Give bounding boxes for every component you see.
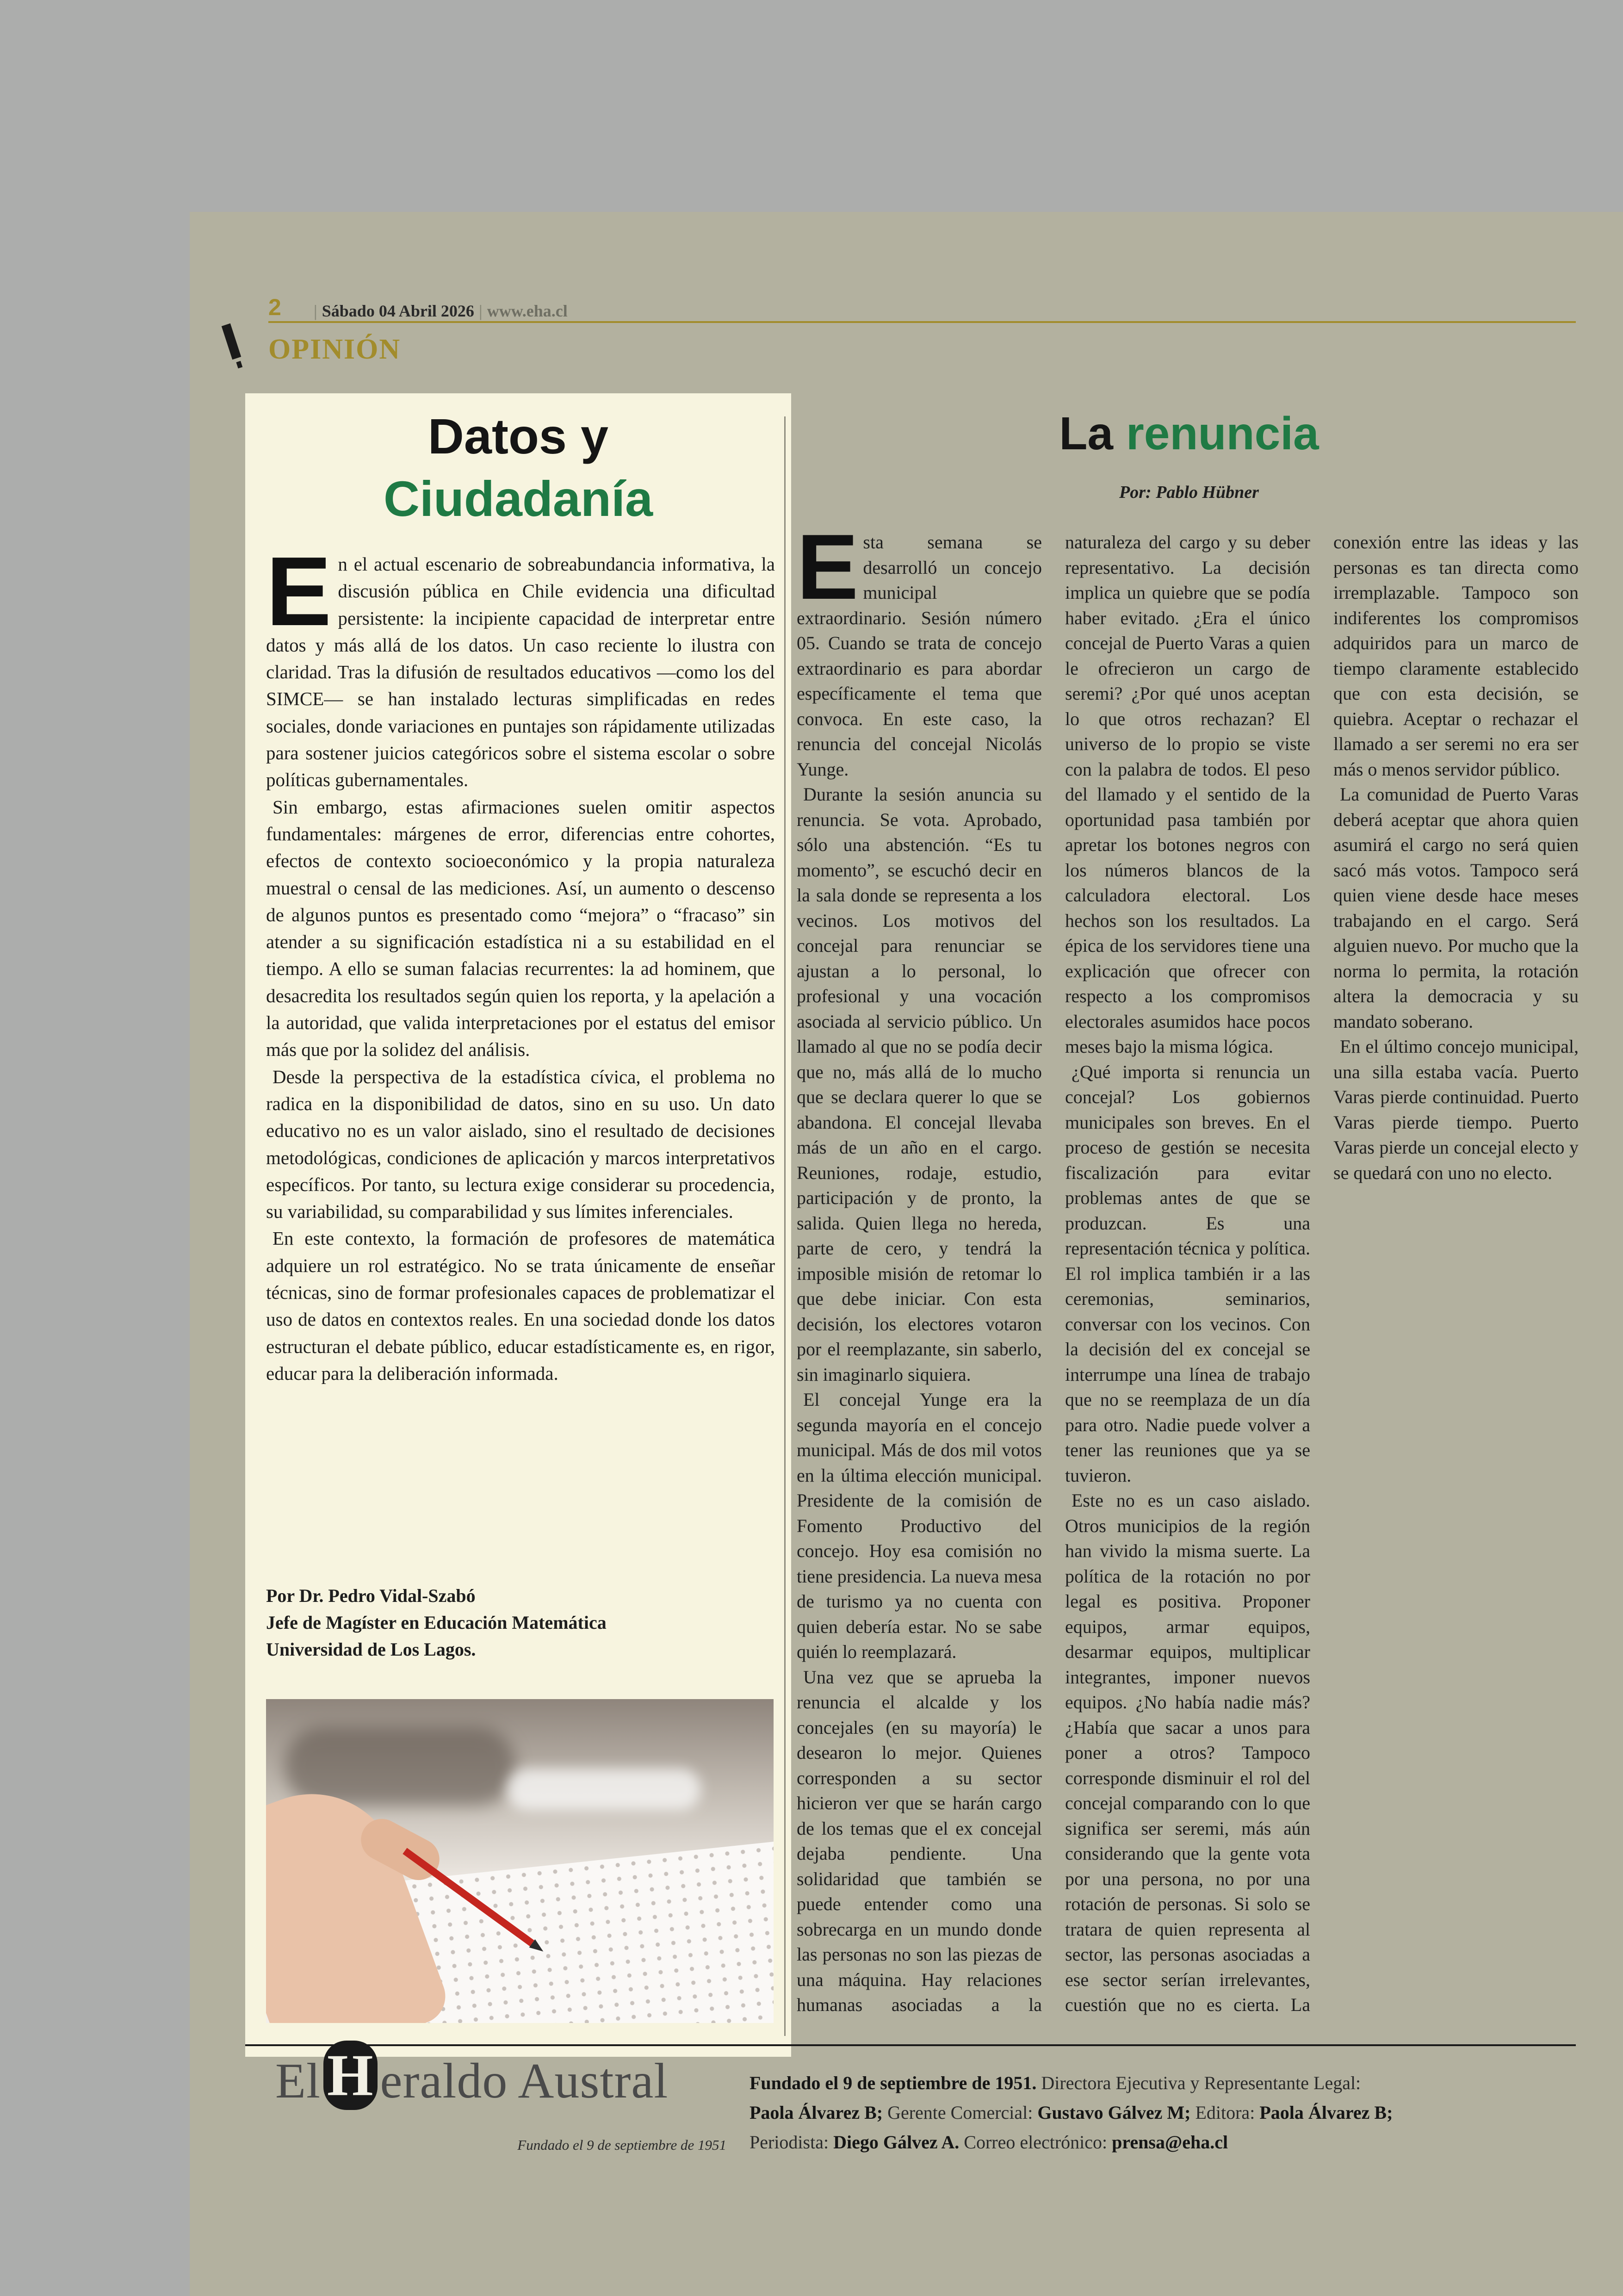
website-link[interactable]: www.eha.cl (487, 302, 568, 320)
footer-manager-label: Gerente Comercial: (883, 2102, 1038, 2123)
right-article-body (797, 530, 1579, 2024)
footer-line-2 (750, 2102, 1393, 2123)
logo-subtitle: Fundado el 9 de septiembre de 1951 (517, 2137, 726, 2153)
article-photo-hand-pencil (266, 1699, 774, 2023)
footer-email-label: Correo electrónico: (959, 2132, 1112, 2153)
left-article-title-line2: Ciudadanía (383, 471, 653, 527)
issue-date: Sábado 04 Abril 2026 (322, 302, 474, 320)
footer-founded: Fundado el 9 de septiembre de 1951. (750, 2073, 1037, 2093)
left-article-body (266, 551, 775, 1541)
section-title: OPINIÓN (268, 334, 401, 365)
header-meta: | Sábado 04 Abril 2026 | www.eha.cl (313, 302, 568, 320)
right-paragraph-1: sta semana se desarrolló un concejo municipal extraordinario. Sesión número 05. Cuando se trata de concejo extraordinario es para abordar específicamente el tema que convoca. En este caso, la renuncia del concejal Nicolás Yunge. (797, 532, 1042, 780)
right-article-author: Por: Pablo Hübner (1119, 483, 1259, 502)
footer-line-3 (750, 2131, 1228, 2153)
footer-manager-name: Gustavo Gálvez M; (1037, 2102, 1191, 2123)
right-paragraph-4: Una vez que se aprueba la renuncia el alcalde y los concejales (en su mayoría) le desearon lo mejor. Quienes corresponden a su sector hicieron ver que se harán cargo de los temas que el ex concejal dejaba pendiente. Una solidaridad que también se puede entender como una sobrecarga en un mundo donde las personas no son las piezas de una máquina. Hay relaciones humanas asociadas a la naturaleza del cargo y su deber representativo. La decisión implica un quiebre que se podía haber evitado. ¿Era el único concejal de Puerto Varas a quien le ofrecieron un cargo de seremi? ¿Por qué unos aceptan lo que otros rechazan? El universo de lo propio se viste con la palabra de todos. El peso del llamado y el sentido de la oportunidad pasa también por apretar los botones negros con los números blancos de la calculadora electoral. Los hechos son los resultados. La épica de los servidores tiene una explicación que ofrecer con respecto a los compromisos electorales asumidos hace pocos meses bajo la misma lógica. (797, 532, 1310, 2015)
page-header (268, 293, 568, 321)
right-paragraph-6: Este no es un caso aislado. Otros municipios de la región han vivido la misma suerte. La política de la rotación no por legal es positiva. Proponer equipos, armar equipos, desarmar equipos, multiplicar integrantes, imponer nuevos equipos. ¿No había nadie más? ¿Había que sacar a unos para poner a otros? Tampoco corresponde disminuir el rol del concejal comparando con lo que significa ser seremi, más aún considerando que la gente vota por una persona, no por una rotación de personas. Si solo se tratara de quien representa al sector, las personas asociadas a ese sector serían irrelevantes, cuestión que no es cierta. La conexión entre las ideas y las personas es tan directa como irremplazable. Tampoco son indiferentes los compromisos adquiridos para un marco de tiempo claramente establecido que con esta decisión, se quiebra. Aceptar o rechazar el llamado a ser seremi no era ser más o menos servidor público. (1065, 532, 1579, 2015)
page-number: 2 (268, 294, 281, 320)
header-rule (268, 321, 1576, 323)
footer-journalist-label: Periodista: (750, 2132, 834, 2153)
right-paragraph-8: En el último concejo municipal, una silla estaba vacía. Puerto Varas pierde continuidad. Puerto Varas pierde tiempo. Puerto Varas pierde un concejal electo y se quedará con uno no electo. (1333, 1036, 1579, 1183)
right-paragraph-2: Durante la sesión anuncia su renuncia. Se vota. Aprobado, sólo una abstención. “Es tu momento”, se escuchó decir en la sala donde se representa a los vecinos. Los motivos del concejal para renunciar se ajustan a lo personal, lo profesional y una vocación asociada al servicio público. Un llamado al que no se podía decir que no, más allá de lo mucho que se declara querer lo que se abandona. El concejal llevaba más de un año en el cargo. Reuniones, rodaje, estudio, participación y de pronto, la salida. Quien llega no hereda, parte de cero, y tendrá la imposible misión de retomar lo que debe iniciar. Con esta decisión, los electores votaron por el reemplazante, sin saberlo, sin imaginarlo siquiera. (797, 784, 1042, 1385)
newspaper-logo (275, 2042, 669, 2110)
left-paragraph-4: En este contexto, la formación de profesores de matemática adquiere un rol estratégico. No se trata únicamente de enseñar técnicas, sino de formar profesionales capaces de problematizar el uso de datos en contextos reales. En una sociedad donde los datos estructuran el debate público, educar estadísticamente es, en rigor, educar para la deliberación informada. (266, 1228, 775, 1384)
left-dropcap: E (266, 551, 332, 646)
footer-rule (245, 2044, 1576, 2046)
byline-institution: Universidad de Los Lagos. (266, 1639, 476, 1660)
column-divider (784, 416, 786, 2036)
right-title-word2: renuncia (1126, 408, 1319, 459)
byline-author: Por Dr. Pedro Vidal-Szabó (266, 1585, 476, 1606)
footer-director-name: Paola Álvarez B; (750, 2102, 883, 2123)
right-paragraph-7: La comunidad de Puerto Varas deberá aceptar que ahora quien asumirá el cargo no será quien sacó más votos. Tampoco será quien viene desde hace meses trabajando en el cargo. Será alguien nuevo. Por mucho que la norma lo permita, la rotación altera la democracia y su mandato soberano. (1333, 784, 1579, 1032)
left-paragraph-3: Desde la perspectiva de la estadística cívica, el problema no radica en la disponibilidad de datos, sino en su uso. Un dato educativo no es un valor aislado, sino el resultado de decisiones metodológicas, condiciones de aplicación y marcos interpretativos específicos. Por tanto, su lectura exige considerar su procedencia, su variabilidad, su comparabilidad y sus límites inferenciales. (266, 1066, 775, 1222)
right-paragraph-3: El concejal Yunge era la segunda mayoría en el concejo municipal. Más de dos mil votos en la última elección municipal. Presidente de la comisión de Fomento Productivo del concejo. Hoy esa comisión no tiene presidencia. La nueva mesa de turismo ya no cuenta con quien debería estar. No se sabe quién lo reemplazará. (797, 1389, 1042, 1662)
left-paragraph-1: n el actual escenario de sobreabundancia informativa, la discusión pública en Chile evidencia una dificultad persistente: la incipiente capacidad de interpretar entre datos y más allá de los datos. Un caso reciente lo ilustra con claridad. Tras la difusión de resultados educativos —como los del SIMCE— se han instalado lecturas simplificadas en redes sociales, donde variaciones en puntajes son rápidamente utilizadas para sostener juicios categóricos sobre el sistema escolar o sobre políticas gubernamentales. (266, 553, 775, 791)
footer-email-link[interactable]: prensa@eha.cl (1112, 2132, 1228, 2153)
footer-director-label: Directora Ejecutiva y Representante Legal: (1036, 2073, 1361, 2093)
footer-line-1 (750, 2072, 1361, 2094)
right-article-title (796, 407, 1582, 460)
footer-editor-name: Paola Álvarez B; (1259, 2102, 1393, 2123)
left-article-byline (266, 1582, 775, 1663)
byline-role: Jefe de Magíster en Educación Matemática (266, 1612, 607, 1633)
left-article-title-line1: Datos y (427, 408, 609, 464)
logo-part-el: El (275, 2054, 321, 2109)
right-title-word1: La (1059, 408, 1114, 459)
left-paragraph-2: Sin embargo, estas afirmaciones suelen omitir aspectos fundamentales: márgenes de error, diferencias entre cohortes, efectos de contexto socioeconómico y la propia naturaleza muestral o censal de las mediciones. Así, un aumento o descenso de algunos puntos es presentado como “mejora” o “fracaso” sin atender a su significación estadística ni a su estabilidad en el tiempo. A ello se suman falacias recurrentes: la ad hominem, que desacredita los resultados según quien los reporta, y la apelación a la autoridad, que valida interpretaciones por el estatus del emisor más que por la solidez del análisis. (266, 796, 775, 1061)
right-dropcap: E (797, 530, 859, 619)
logo-h-icon: H (323, 2041, 378, 2110)
logo-part-rest: eraldo Austral (380, 2054, 669, 2109)
right-paragraph-5: ¿Qué importa si renuncia un concejal? Los gobiernos municipales son breves. En el proceso de gestión se necesita fiscalización para evitar problemas antes de que se produzcan. Es una representación técnica y política. El rol implica también ir a las ceremonias, seminarios, conversar con los vecinos. Con la decisión del ex concejal se interrumpe una línea de trabajo que no se reemplaza de un día para otro. Nadie puede volver a tener las reuniones que ya se tuvieron. (1065, 1061, 1310, 1486)
footer-editor-label: Editora: (1190, 2102, 1260, 2123)
footer-journalist-name: Diego Gálvez A. (833, 2132, 960, 2153)
